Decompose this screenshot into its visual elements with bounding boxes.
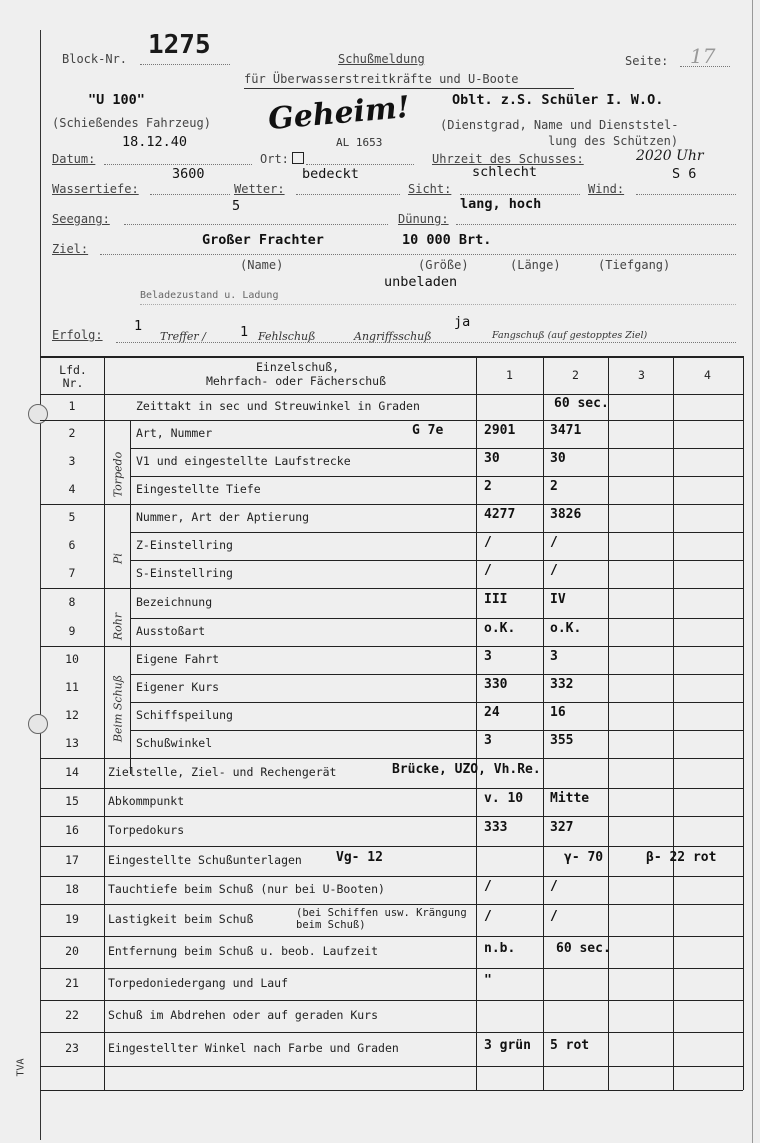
wetter-value: bedeckt: [302, 166, 359, 182]
row-label: Lastigkeit beim Schuß: [108, 912, 254, 926]
form-subtitle: für Überwasserstreitkräfte und U-Boote: [244, 72, 519, 86]
treffer-label: Treffer /: [160, 330, 206, 343]
cell-shot-1: 333: [484, 820, 508, 835]
group-label-torpedo: Torpedo: [111, 451, 125, 498]
cell-shot-2: 355: [550, 733, 574, 748]
cell-shot-1: III: [484, 592, 508, 607]
row-line: [130, 476, 743, 477]
wassertiefe-label: Wassertiefe:: [52, 182, 139, 196]
angriff-label: Angriffsschuß: [354, 330, 432, 343]
cell-shot-1: 3 grün: [484, 1038, 531, 1053]
row-label: Art, Nummer: [136, 426, 213, 440]
cell-shot-1: 24: [484, 705, 500, 720]
cell-shot-3: β- 22 rot: [646, 850, 717, 865]
cell-shot-2: /: [550, 879, 558, 894]
name-label: (Name): [240, 258, 284, 272]
row-label: Bezeichnung: [136, 595, 213, 609]
cell-shot-1: v. 10: [484, 791, 524, 806]
row-number: 11: [65, 680, 79, 694]
row-extra-value: G 7e: [412, 423, 444, 438]
officer-label-2: lung des Schützen): [548, 134, 679, 148]
cell-shot-1: /: [484, 909, 492, 924]
row-number: 19: [65, 912, 79, 926]
row-number: 9: [68, 624, 76, 638]
row-number: 12: [65, 708, 79, 722]
cell-shot-2: /: [550, 563, 558, 578]
row-label: Nummer, Art der Aptierung: [136, 510, 310, 524]
row-label: Torpedokurs: [108, 823, 185, 837]
row-line: [40, 876, 743, 877]
row-line: [130, 730, 743, 731]
row-line: [40, 394, 743, 395]
row-label: V1 und eingestellte Laufstrecke: [136, 454, 351, 468]
cell-shot-1: 3: [484, 649, 492, 664]
cell-shot-1: 2: [484, 479, 492, 494]
ziel-dots: [100, 254, 736, 255]
row-number: 13: [65, 736, 79, 750]
row-line: [130, 618, 743, 619]
cell-shot-2: 332: [550, 677, 574, 692]
fehlschuss-value: 1: [240, 324, 249, 340]
row-line: [40, 1032, 743, 1033]
cell-shot-1: 3: [484, 733, 492, 748]
row-line: [40, 1090, 743, 1091]
cell-shot-2: 60 sec.: [556, 941, 611, 956]
row-number: 8: [68, 595, 76, 609]
row-line: [40, 646, 743, 647]
row-line: [40, 968, 743, 969]
wind-value: S 6: [672, 166, 697, 182]
block-number: 1275: [148, 30, 211, 60]
row-label: S-Einstellring: [136, 566, 233, 580]
row-line: [130, 448, 743, 449]
cell-shot-2: IV: [550, 592, 566, 607]
row-extra-value: Vg- 12: [336, 850, 383, 865]
cell-shot-1: o.K.: [484, 621, 516, 636]
row-label: Eingestellte Tiefe: [136, 482, 261, 496]
datum-value: 18.12.40: [122, 134, 188, 150]
col-line-b: [476, 356, 477, 1090]
row-label: Schuß im Abdrehen oder auf geraden Kurs: [108, 1008, 379, 1022]
duenung-value: lang, hoch: [460, 196, 542, 212]
col-line-a: [104, 356, 105, 1090]
row-line: [40, 936, 743, 937]
row-line: [130, 532, 743, 533]
seegang-value: 5: [232, 198, 241, 214]
cell-shot-1: 330: [484, 677, 508, 692]
shot-table: [40, 356, 743, 1090]
row-label: Schußwinkel: [136, 736, 213, 750]
row-line: [130, 674, 743, 675]
row-label: Eingestellte Schußunterlagen: [108, 853, 302, 867]
officer-label-1: (Dienstgrad, Name und Dienststel-: [440, 118, 679, 132]
datum-dots: [104, 164, 252, 165]
ziel-name-value: Großer Frachter: [202, 232, 324, 248]
cell-shot-2: /: [550, 909, 558, 924]
row-line: [40, 1000, 743, 1001]
row-line: [40, 904, 743, 905]
col-header-1: 1: [506, 368, 513, 382]
row-label: Ausstoßart: [136, 624, 206, 638]
col-header-3: 3: [638, 368, 645, 382]
angriff-value: ja: [454, 314, 471, 330]
row-line: [40, 758, 743, 759]
row-line: [40, 788, 743, 789]
vessel-label: (Schießendes Fahrzeug): [52, 116, 211, 130]
cell-shot-2: 16: [550, 705, 566, 720]
row-number: 6: [68, 538, 76, 552]
col-header-2: 2: [572, 368, 579, 382]
page-label: Seite:: [625, 54, 669, 68]
row-label: Abkommpunkt: [108, 794, 185, 808]
group-line: [130, 420, 131, 774]
cell-shot-2: 5 rot: [550, 1038, 590, 1053]
row-number: 23: [65, 1041, 79, 1055]
row-line: [130, 560, 743, 561]
cell-shot-2: /: [550, 535, 558, 550]
row-label: Eingestellter Winkel nach Farbe und Graden: [108, 1041, 399, 1055]
ort-box: [292, 152, 304, 164]
row-line: [130, 702, 743, 703]
group-label-rohr: Rohr: [111, 612, 125, 641]
ziel-label: Ziel:: [52, 242, 89, 256]
row-line: [40, 356, 743, 358]
cell-shot-2: 60 sec.: [554, 396, 609, 411]
cell-shot-1: 4277: [484, 507, 516, 522]
erfolg-label: Erfolg:: [52, 328, 103, 342]
col-line-c: [543, 356, 544, 1090]
cell-shot-2: 327: [550, 820, 574, 835]
fangschuss-label: Fangschuß (auf gestopptes Ziel): [492, 330, 648, 341]
laenge-label: (Länge): [510, 258, 561, 272]
cell-shot-2: o.K.: [550, 621, 582, 636]
col-line-d: [608, 356, 609, 1090]
row-line: [40, 846, 743, 847]
cell-shot-1: ": [484, 973, 492, 988]
beladung-value: unbeladen: [384, 274, 458, 290]
row-label-note: (bei Schiffen usw. Krängung beim Schuß): [296, 907, 467, 931]
groesse-label: (Größe): [418, 258, 469, 272]
wassertiefe-value: 3600: [172, 166, 205, 182]
beladung-dots: [140, 304, 736, 305]
col-line-e: [673, 356, 674, 1090]
cell-shot-1: 30: [484, 451, 500, 466]
wetter-label: Wetter:: [234, 182, 285, 196]
subtitle-underline: [244, 88, 574, 89]
col-line-f: [743, 356, 744, 1090]
row-line: [40, 588, 743, 589]
row-extra-value: Brücke, UZO, Vh.Re.: [392, 762, 541, 777]
ort-dots: [306, 164, 414, 165]
cell-shot-2: γ- 70: [564, 850, 604, 865]
cell-shot-2: 3: [550, 649, 558, 664]
sicht-value: schlecht: [472, 164, 538, 180]
row-number: 3: [68, 454, 76, 468]
datum-label: Datum:: [52, 152, 96, 166]
row-number: 21: [65, 976, 79, 990]
row-line: [40, 420, 743, 421]
row-label: Zeittakt in sec und Streuwinkel in Graden: [136, 399, 420, 413]
group-label-pi: Pi: [111, 553, 125, 564]
cell-shot-2: 30: [550, 451, 566, 466]
row-number: 16: [65, 823, 79, 837]
row-number: 20: [65, 944, 79, 958]
wetter-dots: [296, 194, 400, 195]
row-number: 4: [68, 482, 76, 496]
cell-shot-1: n.b.: [484, 941, 516, 956]
cell-shot-2: 3826: [550, 507, 582, 522]
page-dots: [680, 66, 730, 67]
col-header-desc-2: Mehrfach- oder Fächerschuß: [206, 374, 387, 388]
officer-value: Oblt. z.S. Schüler I. W.O.: [452, 92, 664, 108]
cell-shot-1: 2901: [484, 423, 516, 438]
margin-note: TVA: [15, 1058, 27, 1077]
block-dots: [140, 64, 230, 65]
wind-label: Wind:: [588, 182, 625, 196]
row-number: 17: [65, 853, 79, 867]
row-label: Zielstelle, Ziel- und Rechengerät: [108, 765, 337, 779]
duenung-label: Dünung:: [398, 212, 449, 226]
treffer-value: 1: [134, 318, 143, 334]
wassertiefe-dots: [150, 194, 230, 195]
cell-shot-1: /: [484, 879, 492, 894]
cell-shot-1: /: [484, 535, 492, 550]
group-label-beim-schuss: Beim Schuß: [111, 674, 125, 743]
uhrzeit-value: 2020 Uhr: [636, 148, 704, 164]
form-title: Schußmeldung: [338, 52, 425, 66]
right-margin-line: [752, 0, 753, 1143]
row-number: 14: [65, 765, 79, 779]
col-header-lfd: Lfd. Nr.: [59, 363, 87, 390]
beladung-label: Beladezustand u. Ladung: [140, 290, 279, 301]
block-label: Block-Nr.: [62, 52, 128, 66]
row-number: 10: [65, 652, 79, 666]
ort-label: Ort:: [260, 152, 289, 166]
row-label: Torpedoniedergang und Lauf: [108, 976, 289, 990]
seegang-label: Seegang:: [52, 212, 110, 226]
duenung-dots: [456, 224, 736, 225]
col-header-4: 4: [704, 368, 711, 382]
vessel-value: "U 100": [88, 92, 145, 108]
row-number: 5: [68, 510, 76, 524]
row-number: 2: [68, 426, 76, 440]
cell-shot-2: 2: [550, 479, 558, 494]
row-label: Z-Einstellring: [136, 538, 233, 552]
row-label: Schiffspeilung: [136, 708, 233, 722]
wind-dots: [636, 194, 736, 195]
cell-shot-1: /: [484, 563, 492, 578]
ziel-groesse-value: 10 000 Brt.: [402, 232, 492, 248]
stamp-sub: AL 1653: [336, 136, 383, 149]
seegang-dots: [124, 224, 388, 225]
page-value: 17: [690, 44, 716, 68]
cell-shot-2: Mitte: [550, 791, 590, 806]
sicht-label: Sicht:: [408, 182, 452, 196]
row-line: [40, 1066, 743, 1067]
uhrzeit-label: Uhrzeit des Schusses:: [432, 152, 584, 166]
row-line: [40, 504, 743, 505]
geheim-stamp: Geheim!: [266, 89, 412, 138]
row-number: 22: [65, 1008, 79, 1022]
tiefgang-label: (Tiefgang): [598, 258, 671, 272]
erfolg-dots: [116, 342, 736, 343]
row-label: Tauchtiefe beim Schuß (nur bei U-Booten): [108, 882, 385, 896]
row-label: Eigene Fahrt: [136, 652, 220, 666]
row-label: Entfernung beim Schuß u. beob. Laufzeit: [108, 944, 379, 958]
row-line: [40, 816, 743, 817]
row-label: Eigener Kurs: [136, 680, 220, 694]
row-number: 1: [68, 399, 76, 413]
row-number: 7: [68, 566, 76, 580]
col-header-desc-1: Einzelschuß,: [256, 360, 340, 374]
cell-shot-2: 3471: [550, 423, 582, 438]
row-number: 18: [65, 882, 79, 896]
sicht-dots: [460, 194, 580, 195]
row-number: 15: [65, 794, 79, 808]
fehlschuss-label: Fehlschuß: [258, 330, 316, 343]
